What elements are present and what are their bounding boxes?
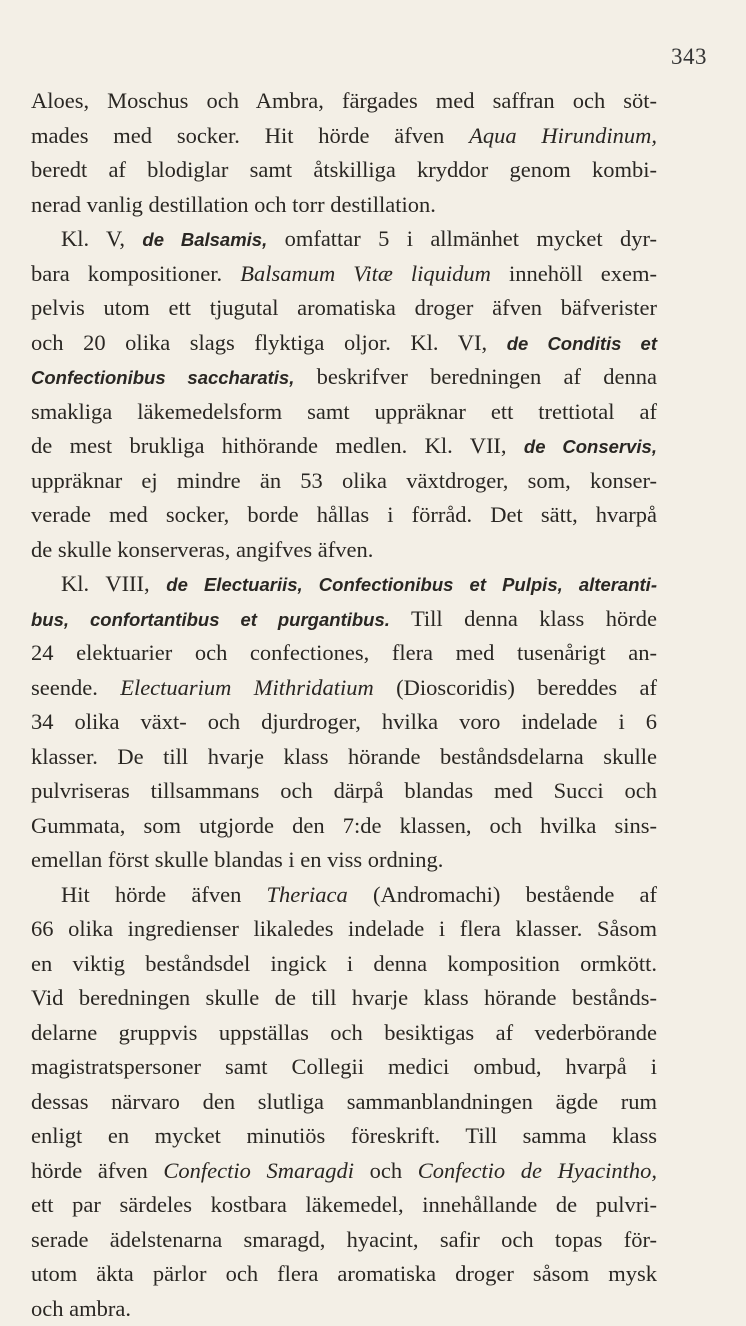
text-run: beskrifver beredningen af denna bbox=[294, 364, 657, 389]
text-run: pelvis utom ett tjugutal aromatiska droger äfven bäfverister bbox=[31, 295, 657, 320]
text-run: och 20 olika slags flyktiga oljor. Kl. VI, bbox=[31, 330, 507, 355]
text-run: mades med socker. Hit hörde äfven bbox=[31, 123, 469, 148]
text-run: bara kompositioner. bbox=[31, 261, 240, 286]
page-number: 343 bbox=[671, 44, 707, 70]
emphasis-run: Theriaca bbox=[267, 882, 348, 907]
text-run: emellan först skulle blandas i en viss ordning. bbox=[31, 847, 443, 872]
text-run: Aloes, Moschus och Ambra, färgades med saffran och söt- bbox=[31, 88, 657, 113]
text-line bbox=[31, 533, 657, 568]
text-run: 66 olika ingredienser likaledes indelade i flera klasser. Såsom bbox=[31, 916, 657, 941]
text-line bbox=[31, 498, 657, 533]
emphasis-run: de Balsamis, bbox=[142, 229, 267, 250]
text-line bbox=[31, 671, 657, 706]
text-run: uppräknar ej mindre än 53 olika växtdroger, som, konser- bbox=[31, 468, 657, 493]
text-run: ett par särdeles kostbara läkemedel, innehållande de pulvri- bbox=[31, 1192, 657, 1217]
text-line bbox=[31, 740, 657, 775]
text-run: klasser. De till hvarje klass hörande beståndsdelarna skulle bbox=[31, 744, 657, 769]
emphasis-run: Confectionibus saccharatis, bbox=[31, 367, 294, 388]
text-line bbox=[31, 947, 657, 982]
text-run: Till denna klass hörde bbox=[390, 606, 657, 631]
text-line bbox=[31, 188, 657, 223]
text-run: delarne gruppvis uppställas och besiktigas af vederbörande bbox=[31, 1020, 657, 1045]
emphasis-run: de Electuariis, Confectionibus et Pulpis, alteranti- bbox=[166, 574, 657, 595]
text-run: de mest brukliga hithörande medlen. Kl. VII, bbox=[31, 433, 524, 458]
text-line bbox=[31, 843, 657, 878]
text-line bbox=[31, 360, 657, 395]
text-line bbox=[31, 1050, 657, 1085]
text-run: innehöll exem- bbox=[491, 261, 657, 286]
text-run: (Dioscoridis) bereddes af bbox=[374, 675, 657, 700]
text-line bbox=[31, 636, 657, 671]
text-line bbox=[31, 878, 657, 913]
text-run: verade med socker, borde hållas i förråd. Det sätt, hvarpå bbox=[31, 502, 657, 527]
text-line bbox=[31, 1119, 657, 1154]
text-run: dessas närvaro den slutliga sammanblandningen ägde rum bbox=[31, 1089, 657, 1114]
text-line bbox=[31, 1085, 657, 1120]
text-line bbox=[31, 1223, 657, 1258]
text-line bbox=[31, 1016, 657, 1051]
text-line bbox=[31, 84, 657, 119]
text-run: enligt en mycket minutiös föreskrift. Till samma klass bbox=[31, 1123, 657, 1148]
text-line bbox=[31, 1188, 657, 1223]
text-run: omfattar 5 i allmänhet mycket dyr- bbox=[267, 226, 657, 251]
text-run: och bbox=[354, 1158, 418, 1183]
emphasis-run: Balsamum Vitæ liquidum bbox=[240, 261, 491, 286]
text-run: magistratspersoner samt Collegii medici ombud, hvarpå i bbox=[31, 1054, 657, 1079]
text-run: hörde äfven bbox=[31, 1158, 163, 1183]
text-line bbox=[31, 257, 657, 292]
text-run: Kl. VIII, bbox=[61, 571, 166, 596]
text-run: och ambra. bbox=[31, 1296, 131, 1321]
text-run: utom äkta pärlor och flera aromatiska droger såsom mysk bbox=[31, 1261, 657, 1286]
text-line bbox=[31, 774, 657, 809]
text-run: beredt af blodiglar samt åtskilliga kryddor genom kombi- bbox=[31, 157, 657, 182]
text-line bbox=[31, 912, 657, 947]
text-run: de skulle konserveras, angifves äfven. bbox=[31, 537, 373, 562]
emphasis-run: Aqua Hirundinum, bbox=[469, 123, 657, 148]
emphasis-run: Confectio Smaragdi bbox=[163, 1158, 354, 1183]
text-line bbox=[31, 809, 657, 844]
text-line bbox=[31, 119, 657, 154]
text-run: (Andromachi) bestående af bbox=[348, 882, 657, 907]
text-line bbox=[31, 464, 657, 499]
text-run: serade ädelstenarna smaragd, hyacint, safir och topas för- bbox=[31, 1227, 657, 1252]
text-line bbox=[31, 602, 657, 637]
text-run: Kl. V, bbox=[61, 226, 142, 251]
text-line bbox=[31, 395, 657, 430]
text-run: pulvriseras tillsammans och därpå blandas med Succi och bbox=[31, 778, 657, 803]
text-run: seende. bbox=[31, 675, 120, 700]
text-line bbox=[31, 981, 657, 1016]
text-run: 24 elektuarier och confectiones, flera med tusenårigt an- bbox=[31, 640, 657, 665]
text-run: smakliga läkemedelsform samt uppräknar ett trettiotal af bbox=[31, 399, 657, 424]
text-line bbox=[31, 222, 657, 257]
text-run: nerad vanlig destillation och torr destillation. bbox=[31, 192, 436, 217]
text-line bbox=[31, 1257, 657, 1292]
text-line bbox=[31, 429, 657, 464]
text-line bbox=[31, 567, 657, 602]
text-run: en viktig beståndsdel ingick i denna komposition ormkött. bbox=[31, 951, 657, 976]
emphasis-run: bus, confortantibus et purgantibus. bbox=[31, 609, 390, 630]
emphasis-run: de Conservis, bbox=[524, 436, 657, 457]
text-line bbox=[31, 705, 657, 740]
text-line bbox=[31, 1292, 657, 1326]
text-line bbox=[31, 153, 657, 188]
emphasis-run: Electuarium Mithridatium bbox=[120, 675, 374, 700]
text-run: Vid beredningen skulle de till hvarje klass hörande bestånds- bbox=[31, 985, 657, 1010]
emphasis-run: Confectio de Hyacintho, bbox=[418, 1158, 657, 1183]
text-line bbox=[31, 326, 657, 361]
emphasis-run: de Conditis et bbox=[507, 333, 657, 354]
text-line bbox=[31, 1154, 657, 1189]
body-text bbox=[31, 84, 657, 1326]
text-run: 34 olika växt- och djurdroger, hvilka voro indelade i 6 bbox=[31, 709, 657, 734]
text-run: Hit hörde äfven bbox=[61, 882, 267, 907]
text-line bbox=[31, 291, 657, 326]
text-run: Gummata, som utgjorde den 7:de klassen, och hvilka sins- bbox=[31, 813, 657, 838]
